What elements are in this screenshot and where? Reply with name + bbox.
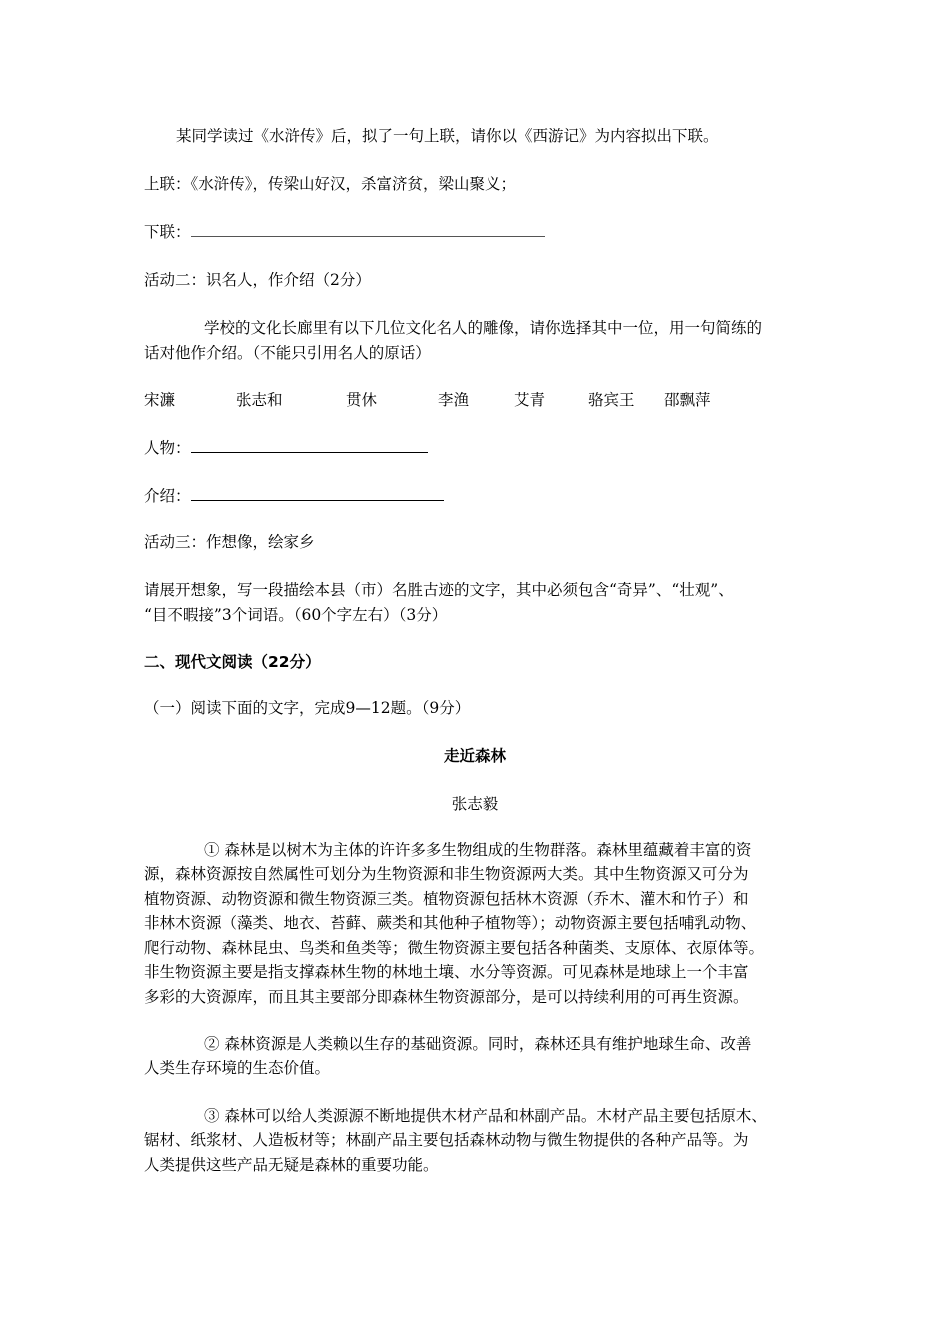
celebrity-name: 艾青 [514,391,546,409]
celebrity-name: 骆宾王 [588,391,635,409]
lower-couplet-row [144,220,545,244]
paragraph1-line: 多彩的大资源库，而且其主要部分即森林生物资源部分，是可以持续利用的可再生资源。 [144,988,749,1006]
activity2-title: 活动二：识名人，作介绍（2分） [144,271,371,289]
person-row [144,436,428,460]
paragraph1-line: 爬行动物、森林昆虫、鸟类和鱼类等；微生物资源主要包括各种菌类、支原体、衣原体等。 [144,939,765,957]
celebrity-name: 宋濂 [144,391,176,409]
activity3-prompt-line2: “目不暇接”3个词语。（60个字左右）（3分） [144,606,448,624]
upper-couplet: 上联：《水浒传》，传梁山好汉，杀富济贫，梁山聚义； [144,175,517,193]
intro-row [144,484,444,508]
celebrity-name: 张志和 [236,391,283,409]
paragraph1-line: 源，森林资源按自然属性可划分为生物资源和非生物资源两大类。其中生物资源又可分为 [144,865,749,883]
article-author: 张志毅 [451,795,499,813]
paragraph2-line: ② 森林资源是人类赖以生存的基础资源。同时，森林还具有维护地球生命、改善 [204,1035,752,1053]
person-label: 人物： [144,439,191,457]
paragraph2-line: 人类生存环境的生态价值。 [144,1059,331,1077]
intro-answer-blank[interactable] [191,484,444,501]
lower-couplet-label: 下联： [144,223,191,241]
article-title: 走近森林 [443,747,506,765]
paragraph1-line: 非生物资源主要是指支撑森林生物的林地土壤、水分等资源。可见森林是地球上一个丰富 [144,963,749,981]
paragraph3-line: 人类提供这些产品无疑是森林的重要功能。 [144,1156,439,1174]
paragraph1-line: ① 森林是以树木为主体的许许多多生物组成的生物群落。森林里蕴藏着丰富的资 [204,841,752,859]
lower-couplet-answer-blank[interactable] [191,220,545,237]
intro-label: 介绍： [144,487,191,505]
celebrity-names-row [144,388,844,412]
activity3-prompt-line1: 请展开想象，写一段描绘本县（市）名胜古迹的文字，其中必须包含“奇异”、“壮观”、 [144,581,734,599]
paragraph3-line: 锯材、纸浆材、人造板材等；林副产品主要包括森林动物与微生物提供的各种产品等。为 [144,1131,749,1149]
section2-heading: 二、现代文阅读（22分） [144,653,321,671]
couplet-prompt: 某同学读过《水浒传》后，拟了一句上联，请你以《西游记》为内容拟出下联。 [176,127,719,145]
paragraph1-line: 非林木资源（藻类、地衣、苔藓、蕨类和其他种子植物等）；动物资源主要包括哺乳动物、 [144,914,757,932]
section2-subheading: （一）阅读下面的文字，完成9—12题。（9分） [144,699,471,717]
activity3-title: 活动三：作想像，绘家乡 [144,533,315,551]
celebrity-name: 李渔 [438,391,470,409]
person-answer-blank[interactable] [191,436,428,453]
paragraph1-line: 植物资源、动物资源和微生物资源三类。植物资源包括林木资源（乔木、灌木和竹子）和 [144,890,749,908]
paragraph3-line: ③ 森林可以给人类源源不断地提供木材产品和林副产品。木材产品主要包括原木、 [204,1107,767,1125]
activity2-prompt-line1: 学校的文化长廊里有以下几位文化名人的雕像，请你选择其中一位，用一句简练的 [204,319,763,337]
celebrity-name: 贯休 [346,391,378,409]
celebrity-name: 邵飘萍 [664,391,711,409]
activity2-prompt-line2: 话对他作介绍。（不能只引用名人的原话） [144,344,431,362]
